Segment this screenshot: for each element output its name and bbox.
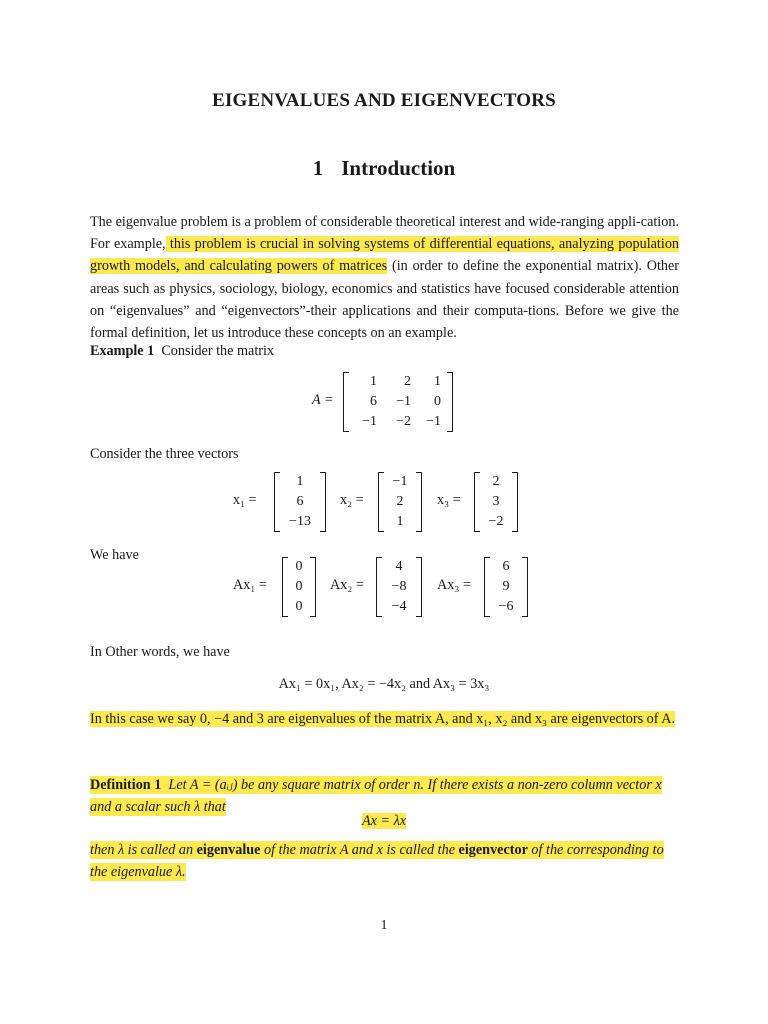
product-ax-entry: 0 xyxy=(295,599,303,614)
intro-highlight: this problem is crucial in solving systems of differential equations, analyzing population growth models, and calculating powers of matrices xyxy=(90,236,680,275)
product-ax-entry: 4 xyxy=(395,559,403,574)
definition-conclusion xyxy=(90,839,679,883)
definition-label: Definition 1 xyxy=(90,777,162,793)
product-ax-label-2: Ax₂ = xyxy=(330,577,364,593)
matrix-a-cell: 2 xyxy=(404,374,411,389)
matrix-a-label: A = xyxy=(312,392,334,408)
definition-equation-wrap xyxy=(0,813,768,830)
vector-x-label-3: x₃ = xyxy=(437,492,461,508)
product-ax-label-3: Ax₃ = xyxy=(437,577,471,593)
vector-x-entry: 1 xyxy=(396,514,404,529)
definition-text-c: of the corresponding to the eigenvalue λ. xyxy=(90,842,664,881)
matrix-a-cell: 0 xyxy=(434,394,441,409)
eigenvalue-term: eigenvalue xyxy=(196,842,261,858)
product-ax-2 xyxy=(376,557,422,617)
product-ax-entry: −6 xyxy=(498,599,514,614)
matrix-a xyxy=(343,372,453,432)
eigenvector-term: eigenvector xyxy=(458,842,528,858)
example-text: Consider the matrix xyxy=(161,343,275,359)
left-bracket xyxy=(378,472,384,532)
left-bracket xyxy=(282,557,288,617)
conclusion-highlight: In this case we say 0, −4 and 3 are eigenvalues of the matrix A, and x₁, x₂ and x₃ are eigenvectors of A. xyxy=(90,711,676,727)
vector-x-entry: 1 xyxy=(296,474,304,489)
vector-x-3 xyxy=(474,472,518,532)
vectors-intro: Consider the three vectors xyxy=(90,446,239,462)
vector-x-entry: 2 xyxy=(492,474,500,489)
document-title: EIGENVALUES AND EIGENVECTORS xyxy=(212,90,556,111)
matrix-a-cell: −1 xyxy=(396,394,411,409)
product-ax-entry: 6 xyxy=(502,559,510,574)
intro-text-start: The eigenvalue problem is a problem of considerable theoretical interest and wide-ranging appli-cation. For example, xyxy=(90,214,679,253)
vector-x-1 xyxy=(274,472,326,532)
definition-text-a: then λ is called an xyxy=(90,842,197,858)
vector-x-entry: −13 xyxy=(289,514,311,529)
matrix-a-cell: −1 xyxy=(426,414,441,429)
definition-text-b: of the matrix A and x is called the xyxy=(260,842,459,858)
page-number: 1 xyxy=(380,918,388,933)
product-ax-entry: −8 xyxy=(391,579,407,594)
right-bracket xyxy=(512,472,518,532)
intro-paragraph xyxy=(90,211,679,344)
product-ax-entry: 9 xyxy=(502,579,510,594)
right-bracket xyxy=(320,472,326,532)
left-bracket xyxy=(484,557,490,617)
intro-text-end: (in order to define the exponential matrix). Other areas such as physics, sociology, biology, economics and statistics have focused considerable attention on “eigenvalues” and “eigenvectors”-their applications and their computa-tions. Before we give the formal definition, let us introduce these concepts on an example. xyxy=(90,258,680,342)
product-ax-entry: −4 xyxy=(391,599,407,614)
vector-x-entry: 6 xyxy=(296,494,304,509)
conclusion-paragraph xyxy=(90,708,679,730)
matrix-a-cell: 1 xyxy=(370,374,377,389)
right-bracket xyxy=(416,472,422,532)
example-label: Example 1 xyxy=(90,343,155,359)
matrix-a-cell: −1 xyxy=(362,414,377,429)
definition-equation: Ax = λx xyxy=(361,813,407,829)
vector-x-entry: −2 xyxy=(488,514,504,529)
definition-text: Let A = (aᵢⱼ) be any square matrix of order n. If there exists a non-zero column vector x and a scalar such λ that xyxy=(90,777,662,816)
left-bracket xyxy=(376,557,382,617)
section-title: Introduction xyxy=(341,156,456,180)
other-words-text: In Other words, we have xyxy=(90,644,230,660)
vector-x-entry: 2 xyxy=(396,494,404,509)
right-bracket xyxy=(416,557,422,617)
left-bracket xyxy=(343,372,349,432)
left-bracket xyxy=(274,472,280,532)
equation-line: Ax₁ = 0x₁, Ax₂ = −4x₂ and Ax₃ = 3x₃ xyxy=(278,676,490,692)
product-ax-1 xyxy=(282,557,316,617)
section-number: 1 xyxy=(312,156,324,180)
example-line xyxy=(90,340,274,362)
section-heading xyxy=(0,156,768,181)
right-bracket xyxy=(310,557,316,617)
vector-x-label-2: x₂ = xyxy=(340,492,364,508)
product-ax-entry: 0 xyxy=(295,559,303,574)
product-ax-label-1: Ax₁ = xyxy=(233,577,267,593)
matrix-a-cell: −2 xyxy=(396,414,411,429)
definition-block xyxy=(90,774,679,818)
left-bracket xyxy=(474,472,480,532)
vector-x-label-1: x₁ = xyxy=(233,492,257,508)
product-ax-entry: 0 xyxy=(295,579,303,594)
vector-x-entry: −1 xyxy=(392,474,408,489)
vector-x-2 xyxy=(378,472,422,532)
matrix-a-cell: 6 xyxy=(370,394,377,409)
vector-x-entry: 3 xyxy=(492,494,500,509)
right-bracket xyxy=(447,372,453,432)
product-ax-3 xyxy=(484,557,528,617)
we-have-text: We have xyxy=(90,547,139,563)
right-bracket xyxy=(522,557,528,617)
matrix-a-cell: 1 xyxy=(434,374,441,389)
